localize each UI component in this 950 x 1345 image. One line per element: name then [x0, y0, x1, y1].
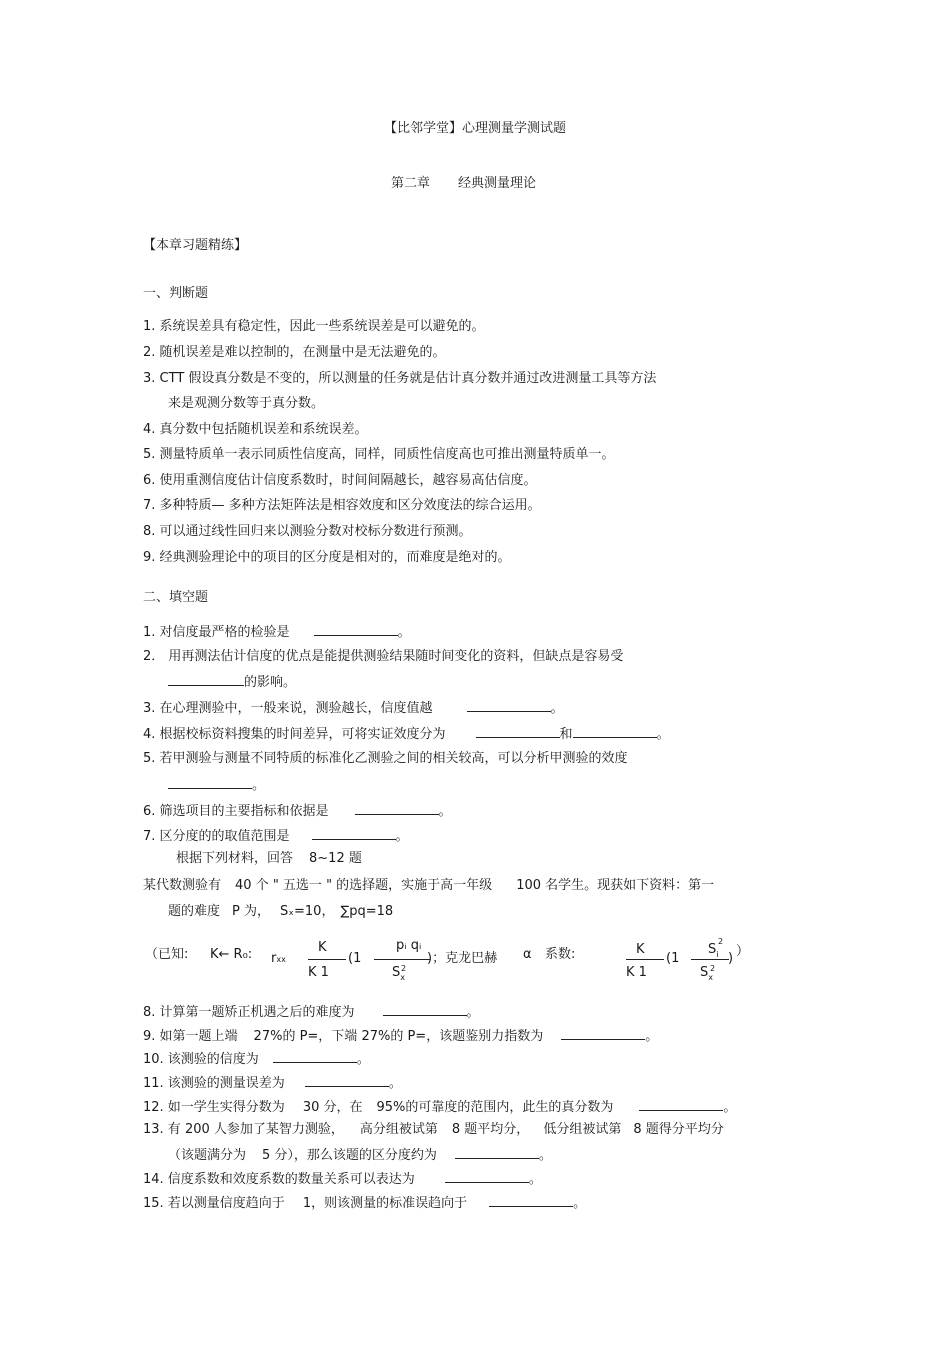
formula-close-2: )	[728, 951, 734, 966]
fill-item-3: 3. 在心理测验中，一般来说，测验越长，信度值越 。	[143, 701, 564, 716]
answer-blank	[305, 1074, 389, 1087]
judge-item-2: 2. 随机误差是难以控制的，在测量中是无法避免的。	[143, 345, 446, 360]
answer-blank	[467, 699, 551, 712]
fill-item-7: 7. 区分度的的取值范围是 。	[143, 829, 409, 844]
answer-blank	[445, 1170, 529, 1183]
fill-item-13: 13. 有 200 人参加了某智力测验， 高分组被试第 8 题平均分， 低分组被试第 8 题得分平均分	[143, 1122, 724, 1137]
formula-open-2: (1	[666, 951, 680, 966]
answer-blank	[314, 623, 398, 636]
judge-item-4: 4. 真分数中包括随机误差和系统误差。	[143, 422, 368, 437]
fill-item-1: 1. 对信度最严格的检验是 。	[143, 625, 411, 640]
formula-k-r: K← R₀:	[210, 947, 253, 962]
formula-block	[145, 935, 785, 985]
part2-title: 二、填空题	[143, 590, 209, 605]
chapter-name: 经典测量理论	[458, 176, 537, 191]
fill-item-14: 14. 信度系数和效度系数的数量关系可以表达为 。	[143, 1172, 542, 1187]
fill-item-15: 15. 若以测量信度趋向于 1，则该测量的标准误趋向于 。	[143, 1196, 587, 1211]
answer-blank	[489, 1194, 573, 1207]
formula-si-sup: 2	[718, 937, 724, 946]
section-label: 【本章习题精练】	[143, 238, 248, 253]
fill-item-2: 2． 用再测法估计信度的优点是能提供测验结果随时间变化的资料，但缺点是容易受	[143, 649, 624, 664]
fraction-bar	[374, 959, 430, 960]
answer-blank	[455, 1146, 539, 1159]
answer-blank	[573, 725, 657, 738]
judge-item-3: 3. CTT 假设真分数是不变的，所以测量的任务就是估计真分数并通过改进测量工具等方法	[143, 371, 657, 386]
formula-pq: pᵢ qᵢ	[396, 938, 422, 953]
formula-sx: $S_x$	[392, 965, 405, 982]
fill-item-2-cont: 的影响。	[168, 673, 296, 691]
fraction-bar	[308, 959, 346, 960]
page-title: 【比邻学堂】心理测量学测试题	[383, 121, 566, 136]
formula-sx2: $S_x$	[700, 965, 713, 982]
chapter-number: 第二章	[391, 176, 431, 191]
formula-close-cronbach: )；克龙巴赫	[427, 951, 498, 966]
fraction-bar	[691, 959, 729, 960]
formula-k2-den: K 1	[626, 965, 647, 980]
formula-sx-sup: 2	[401, 964, 407, 973]
fill-item-11: 11. 该测验的测量误差为 。	[143, 1076, 402, 1091]
formula-sx2-sup: 2	[710, 964, 716, 973]
fill-item-8: 8. 计算第一题矫正机遇之后的难度为 。	[143, 1005, 480, 1020]
material-info-line2: 题的难度 P 为， Sₓ=10， ∑pq=18	[168, 904, 394, 919]
judge-item-9: 9. 经典测验理论中的项目的区分度是相对的，而难度是绝对的。	[143, 550, 511, 565]
answer-blank	[383, 1003, 467, 1016]
judge-item-5: 5. 测量特质单一表示同质性信度高，同样，同质性信度高也可推出测量特质单一。	[143, 447, 615, 462]
answer-blank	[561, 1027, 645, 1040]
judge-item-8: 8. 可以通过线性回归来以测验分数对校标分数进行预测。	[143, 524, 472, 539]
fill-item-5: 5. 若甲测验与测量不同特质的标准化乙测验之间的相关较高，可以分析甲测验的效度	[143, 751, 628, 766]
formula-known: （已知:	[145, 947, 189, 962]
judge-item-1: 1. 系统误差具有稳定性，因此一些系统误差是可以避免的。	[143, 319, 485, 334]
judge-item-6: 6. 使用重测信度估计信度系数时，时间间隔越长，越容易高估信度。	[143, 473, 537, 488]
material-info-line1: 某代数测验有 40 个 " 五选一 " 的选择题，实施于高一年级 100 名学生。现获如下资料：第一	[143, 878, 715, 893]
answer-blank	[476, 725, 560, 738]
judge-item-3-cont: 来是观测分数等于真分数。	[168, 396, 325, 411]
formula-k-den: K 1	[308, 965, 329, 980]
fill-item-5-cont: 。	[168, 776, 265, 794]
formula-coef: 系数:	[545, 947, 576, 962]
fill-item-10: 10. 该测验的信度为 。	[143, 1052, 370, 1067]
answer-blank	[273, 1050, 357, 1063]
fill-item-6: 6. 筛选项目的主要指标和依据是 。	[143, 804, 452, 819]
formula-k2-num: K	[636, 942, 645, 957]
formula-k-num: K	[318, 940, 327, 955]
answer-blank	[355, 802, 439, 815]
fraction-bar	[626, 959, 664, 960]
formula-open: (1	[348, 951, 362, 966]
answer-blank	[639, 1098, 723, 1111]
fill-item-12: 12. 如一学生实得分数为 30 分，在 95%的可靠度的范围内，此生的真分数为 。	[143, 1100, 737, 1115]
formula-si: $S_i$	[708, 942, 719, 959]
fill-item-4: 4. 根据校标资料搜集的时间差异，可将实证效度分为 和 。	[143, 727, 670, 742]
formula-r: rxx	[271, 951, 286, 966]
answer-blank	[168, 673, 244, 686]
part1-title: 一、判断题	[143, 286, 209, 301]
material-intro: 根据下列材料，回答 8~12 题	[176, 851, 362, 866]
formula-close-paren: ）	[736, 944, 750, 959]
judge-item-7: 7. 多种特质— 多种方法矩阵法是相容效度和区分效度法的综合运用。	[143, 498, 541, 513]
formula-alpha: α	[523, 947, 532, 962]
answer-blank	[312, 827, 396, 840]
fill-item-9: 9. 如第一题上端 27%的 P=，下端 27%的 P=，该题鉴别力指数为 。	[143, 1029, 659, 1044]
answer-blank	[168, 776, 252, 789]
fill-item-13-cont: （该题满分为 5 分），那么该题的区分度约为 。	[168, 1148, 552, 1163]
